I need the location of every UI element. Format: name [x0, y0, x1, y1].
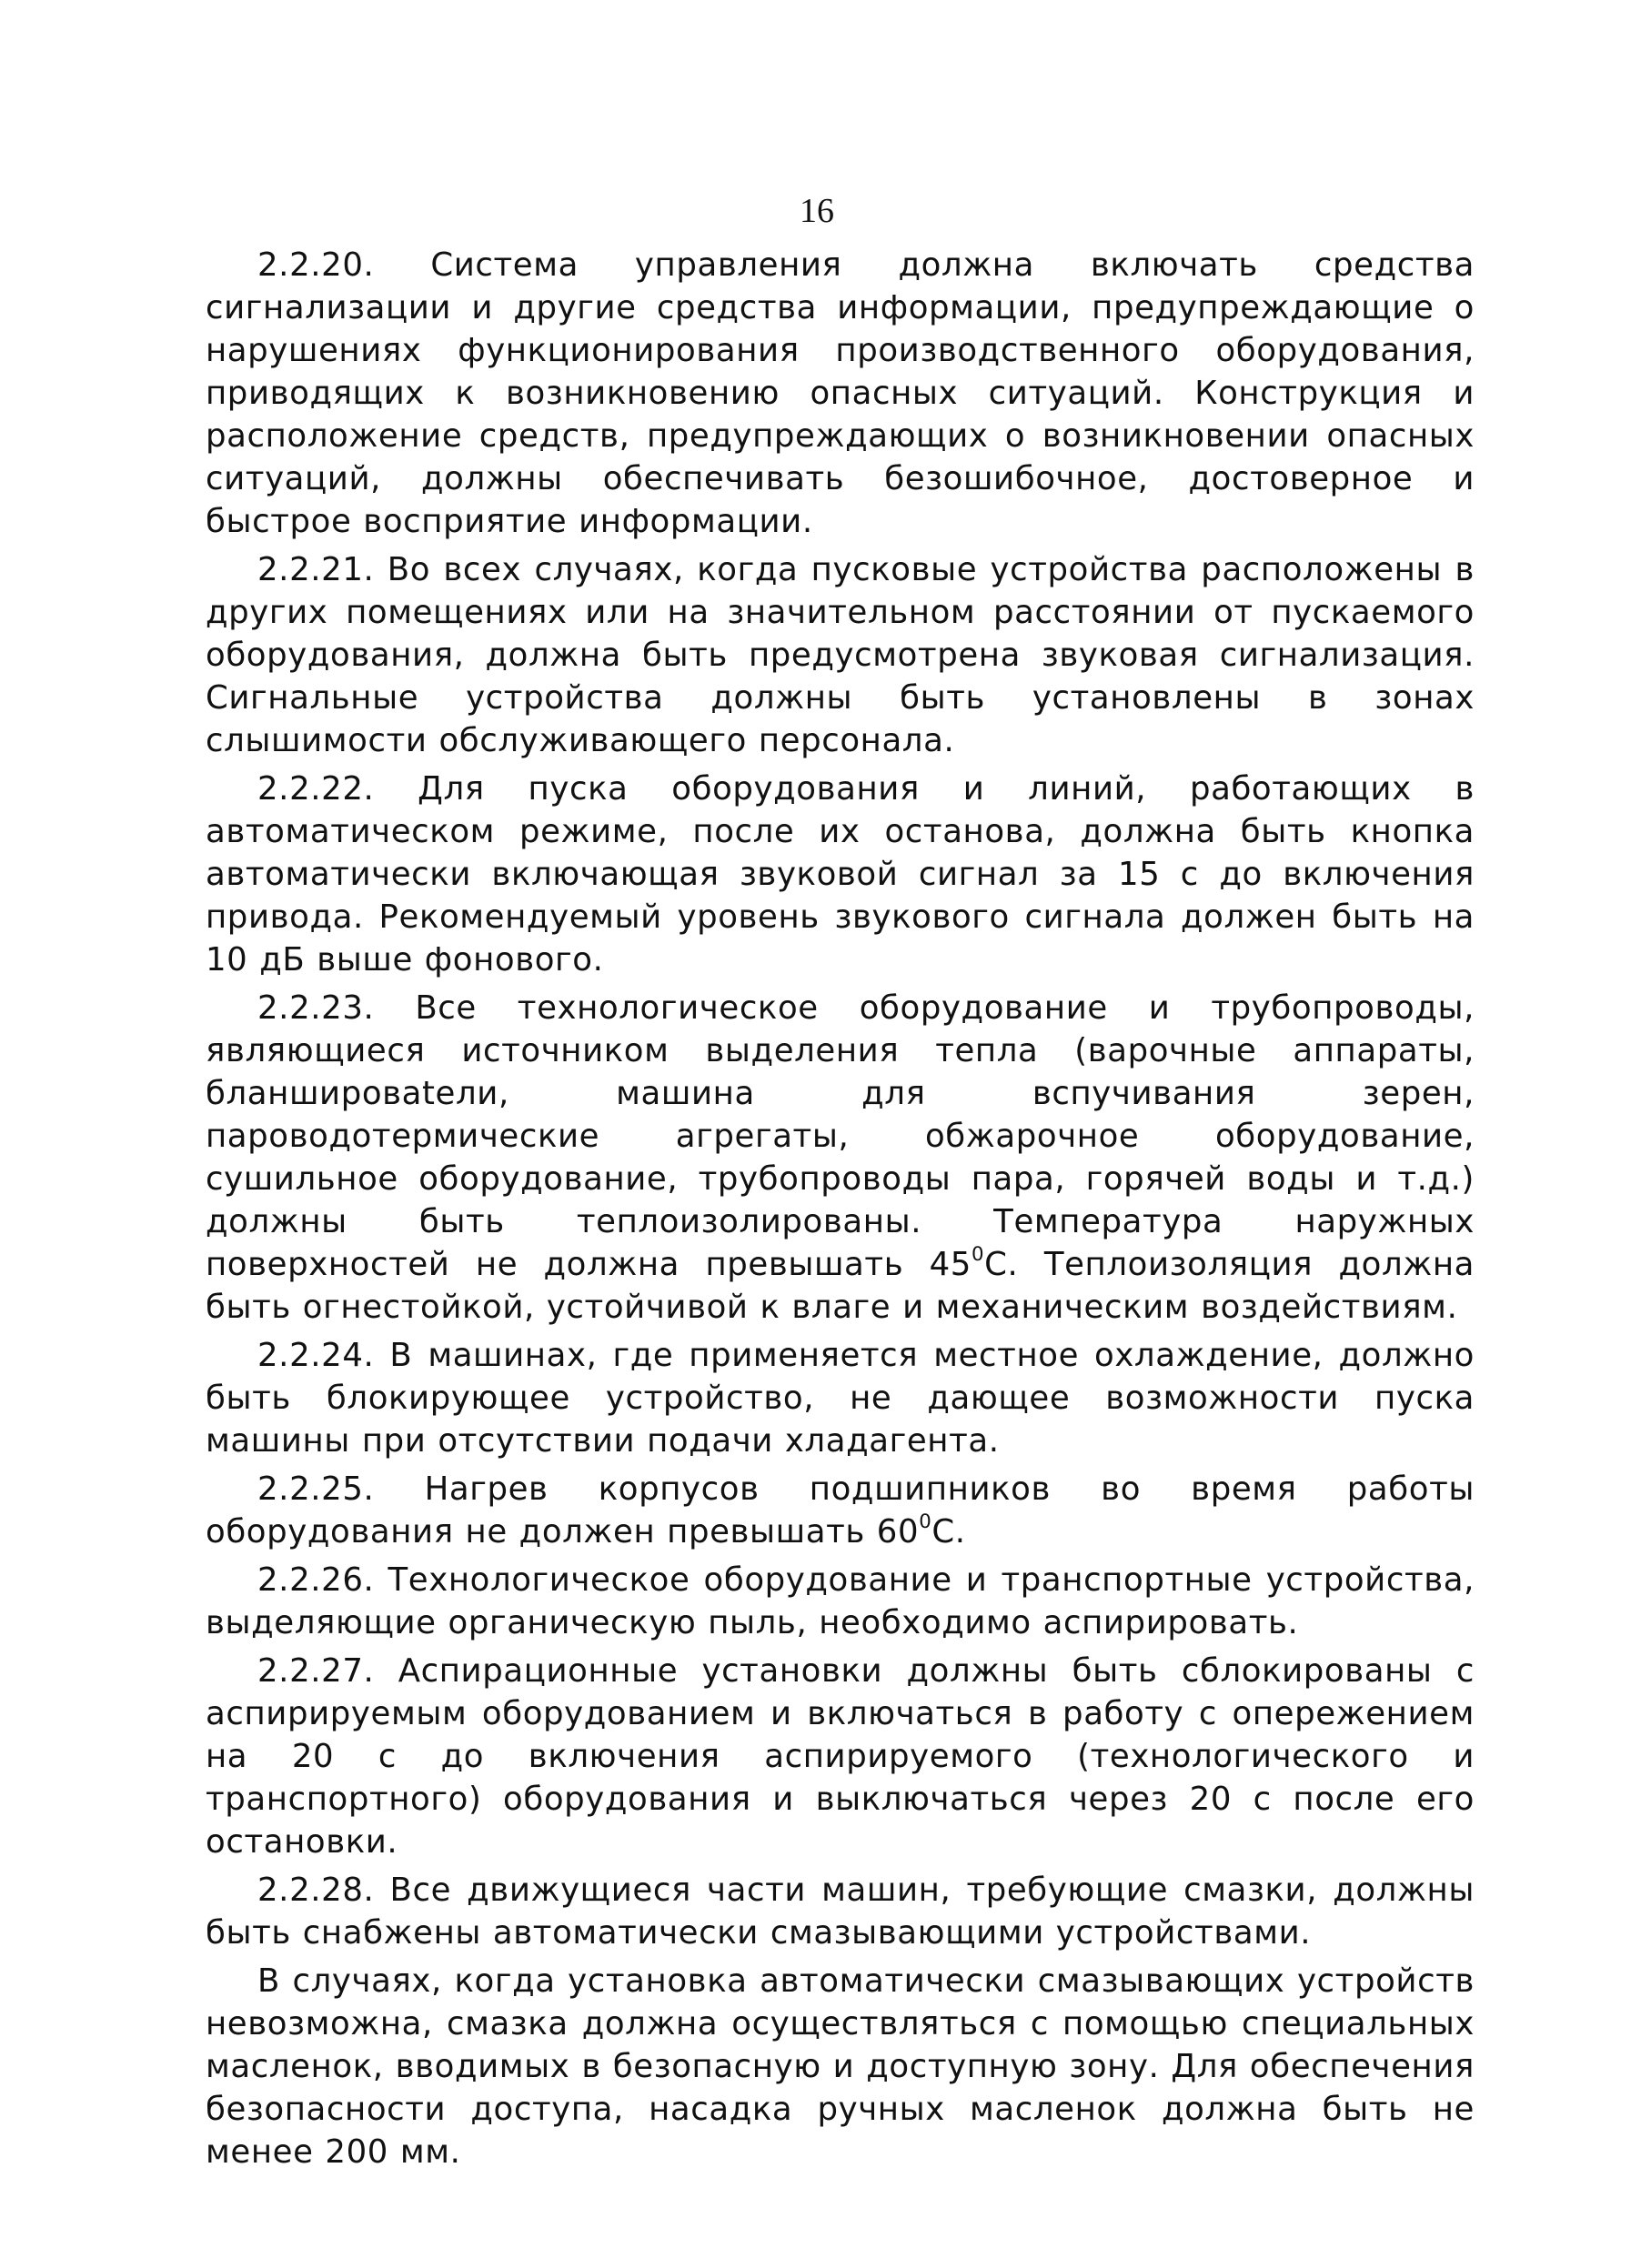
paragraph-text-part: 2.2.25. Нагрев корпусов подшипников во время работы оборудования не должен превышать 60 [206, 1470, 1475, 1550]
paragraph-2-2-28: 2.2.28. Все движущиеся части машин, требующие смазки, должны быть снабжены автоматически смазывающими устройствами. [206, 1872, 1475, 1952]
page-number: 16 [800, 192, 834, 230]
paragraph-2-2-23 [206, 987, 1475, 1329]
paragraph-text-part: С. [931, 1513, 966, 1550]
paragraph-2-2-27: 2.2.27. Аспирационные установки должны быть сблокированы с аспирируемым оборудованием и включаться в работу с опережением на 20 с до включения аспирируемого (технологического и транспортного) оборудования и выключаться через 20 с после его остановки. [206, 1652, 1475, 1861]
paragraph-2-2-28-continuation: В случаях, когда установка автоматически смазывающих устройств невозможна, смазка должна осуществляться с помощью специальных масленок, вводимых в безопасную и доступную зону. Для обеспечения безопасности доступа, насадка ручных масленок должна быть не менее 200 мм. [206, 1962, 1475, 2171]
paragraph-2-2-25 [206, 1468, 1475, 1553]
degree-superscript: 0 [972, 1243, 985, 1267]
paragraph-2-2-21: 2.2.21. Во всех случаях, когда пусковые устройства расположены в других помещениях или на значительном расстоянии от пускаемого оборудования, должна быть предусмотрена звуковая сигнализация. Сигнальные устройства должны быть установлены в зонах слышимости обслуживающего персонала. [206, 551, 1475, 759]
body-text [206, 244, 1475, 2173]
paragraph-2-2-20: 2.2.20. Система управления должна включать средства сигнализации и другие средства информации, предупреждающие о нарушениях функционирования производственного оборудования, приводящих к возникновению опасных ситуаций. Конструкция и расположение средств, предупреждающих о возникновении опасных ситуаций, должны обеспечивать безошибочное, достоверное и быстрое восприятие информации. [206, 246, 1475, 540]
paragraph-text-part: С. Теплоизоляция должна быть огнестойкой, устойчивой к влаге и механическим воздействиям. [206, 1246, 1475, 1326]
paragraph-text-part: 2.2.23. Все технологическое оборудование и трубопроводы, являющиеся источником выделения тепла (варочные аппараты, бланшировatели, машина для вспучивания зерен, пароводотермические агрегаты, обжарочное оборудование, сушильное оборудование, трубопроводы пара, горячей воды и т.д.) должны быть теплоизолированы. Температура наружных поверхностей не должна превышать 45 [206, 989, 1475, 1283]
paragraph-2-2-22: 2.2.22. Для пуска оборудования и линий, работающих в автоматическом режиме, после их останова, должна быть кнопка автоматически включающая звуковой сигнал за 15 с до включения привода. Рекомендуемый уровень звукового сигнала должен быть на 10 дБ выше фонового. [206, 770, 1475, 978]
degree-superscript: 0 [919, 1510, 932, 1534]
paragraph-2-2-26: 2.2.26. Технологическое оборудование и транспортные устройства, выделяющие органическую пыль, необходимо аспирировать. [206, 1561, 1475, 1641]
paragraph-2-2-24: 2.2.24. В машинах, где применяется местное охлаждение, должно быть блокирующее устройство, не дающее возможности пуска машины при отсутствии подачи хладагента. [206, 1337, 1475, 1460]
